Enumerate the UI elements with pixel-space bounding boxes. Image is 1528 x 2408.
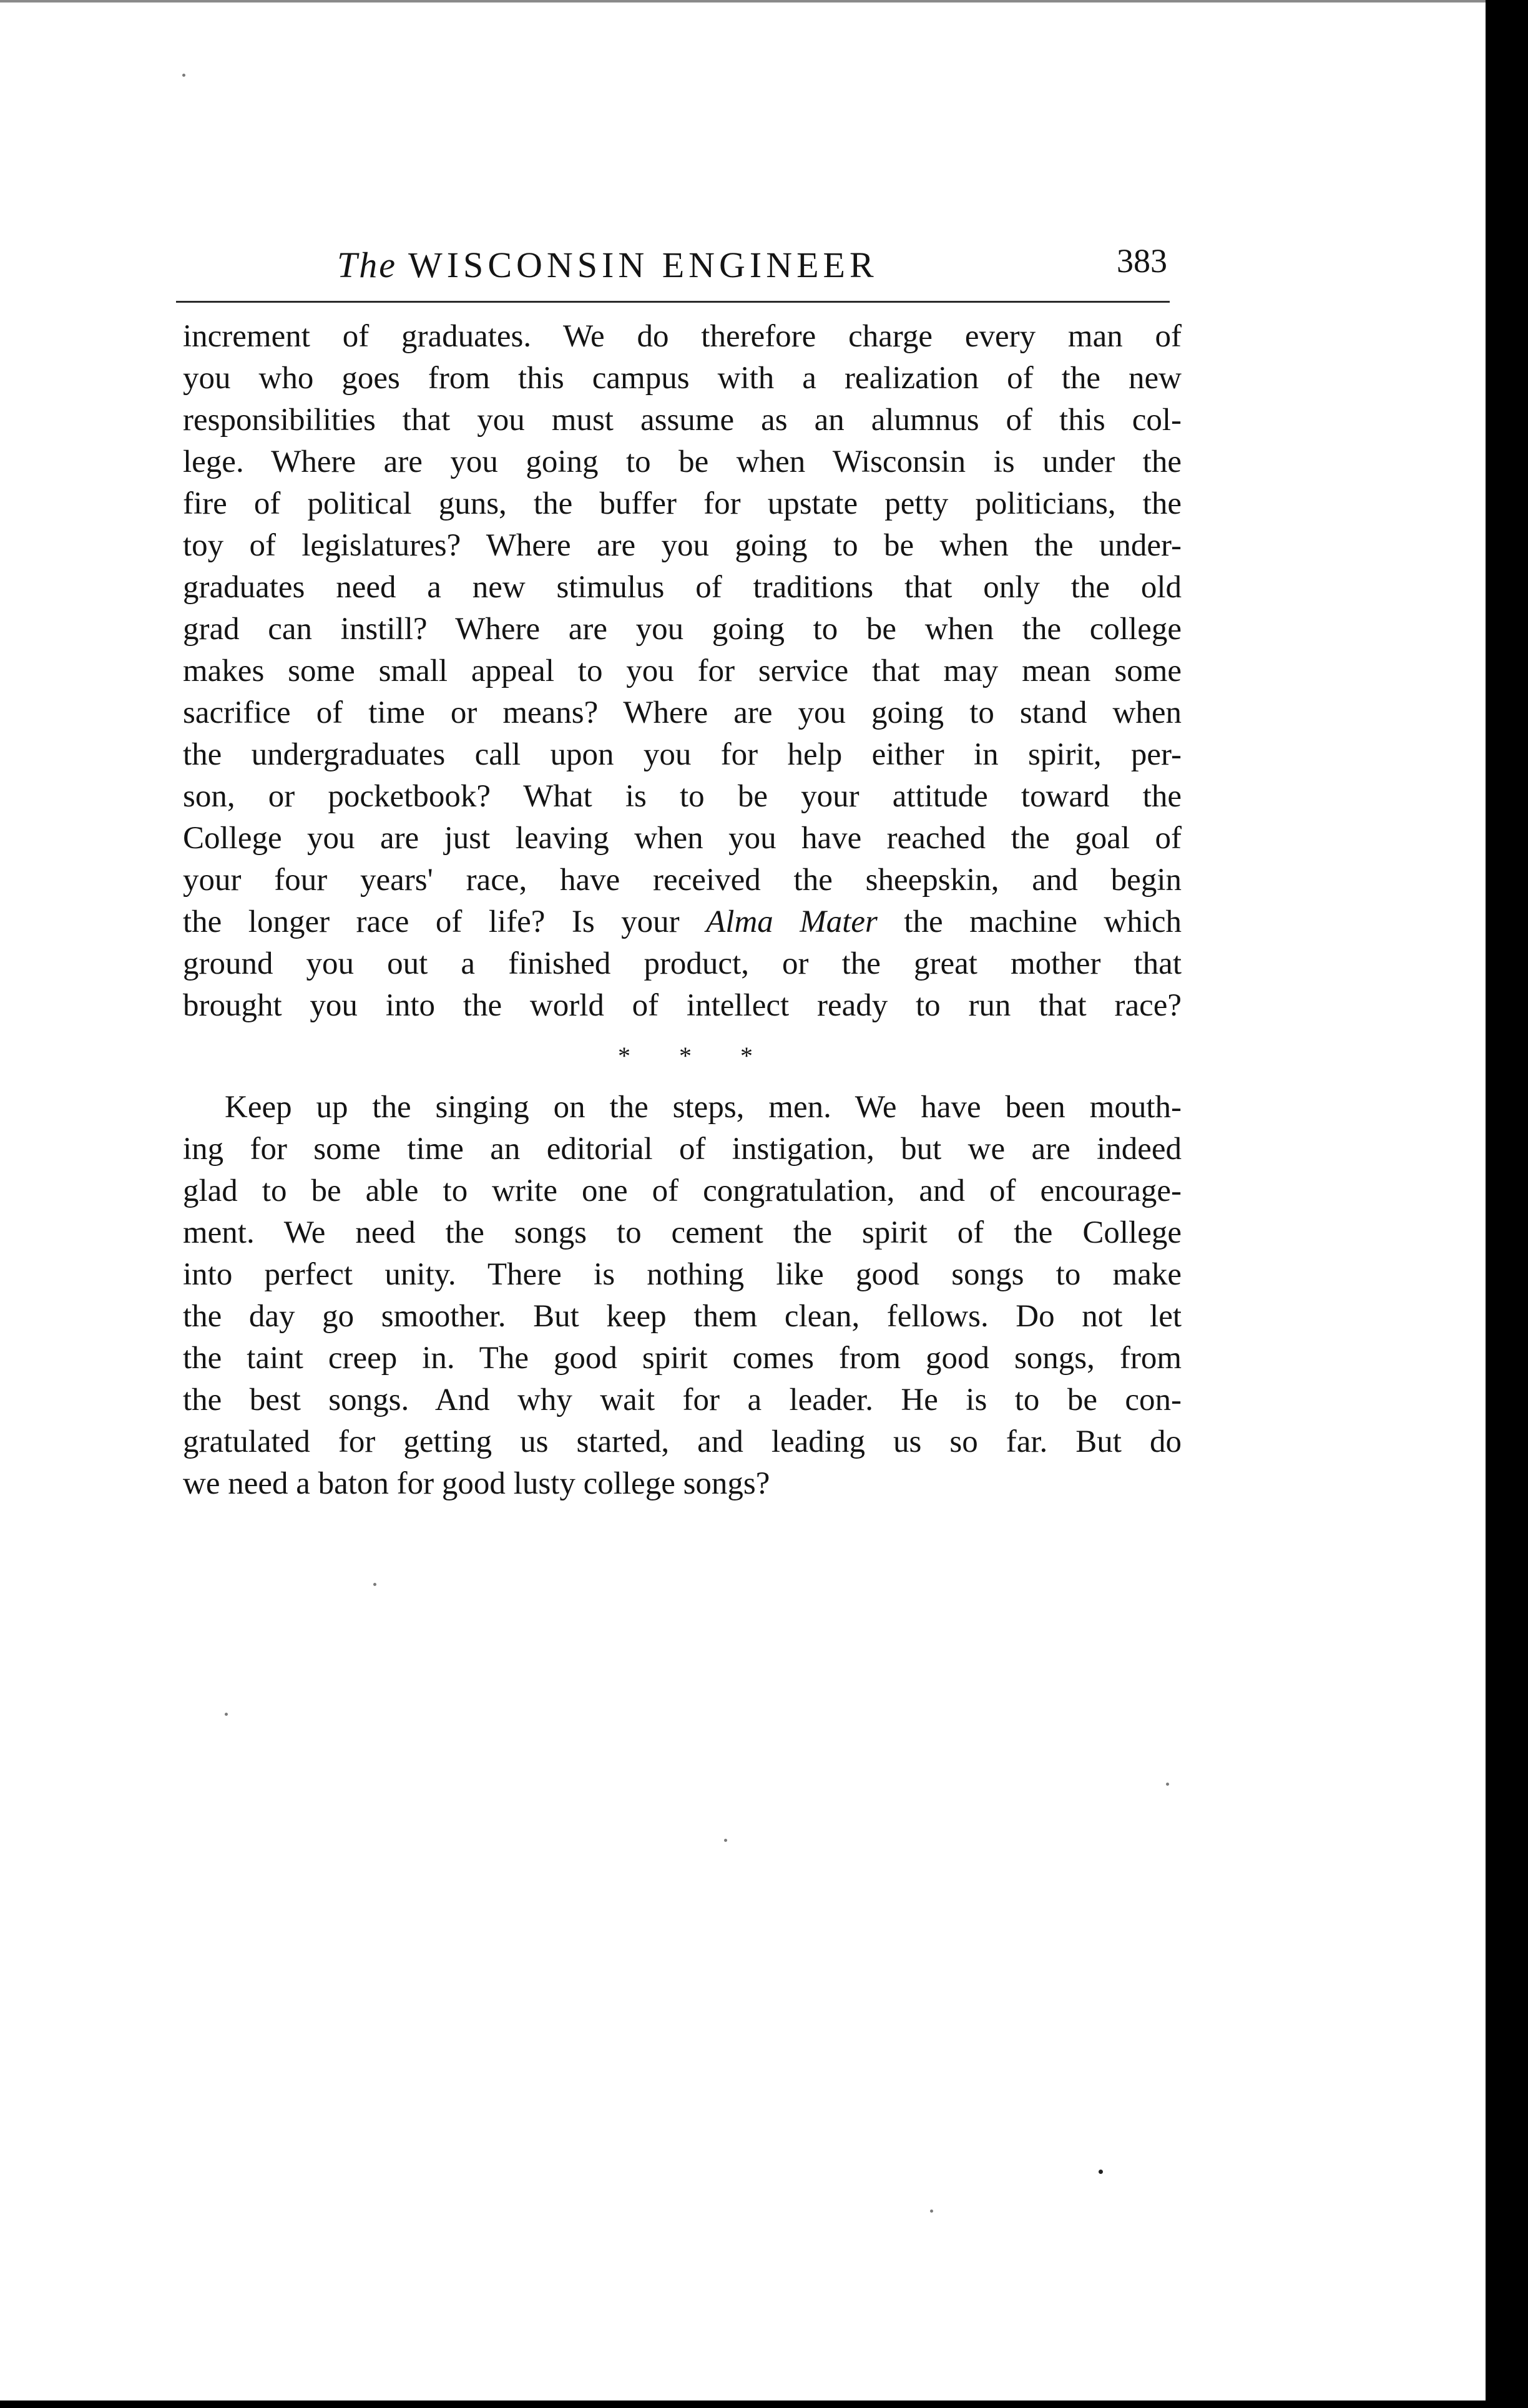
scan-speck xyxy=(225,1713,228,1716)
text-line: ing for some time an editorial of instigation, but we are indeed xyxy=(183,1132,1182,1167)
scan-speck xyxy=(182,74,185,77)
text-line xyxy=(183,901,1182,943)
text-line: Keep up the singing on the steps, men. We have been mouth- xyxy=(225,1090,1182,1125)
scan-speck xyxy=(1166,1783,1169,1786)
text-line: sacrifice of time or means? Where are you going to stand when xyxy=(183,695,1182,730)
text-line: gratulated for getting us started, and leading us so far. But do xyxy=(183,1424,1182,1459)
scan-speck xyxy=(1099,2170,1103,2174)
running-title xyxy=(337,244,878,286)
header-rule xyxy=(176,301,1170,303)
text-line: son, or pocketbook? What is to be your attitude toward the xyxy=(183,779,1182,814)
text-line: we need a baton for good lusty college songs? xyxy=(183,1466,770,1501)
text-line: responsibilities that you must assume as an alumnus of this col- xyxy=(183,403,1182,438)
text-line: the day go smoother. But keep them clean, fellows. Do not let xyxy=(183,1299,1182,1334)
text-line: College you are just leaving when you have reached the goal of xyxy=(183,821,1182,856)
text-line: makes some small appeal to you for service that may mean some xyxy=(183,653,1182,688)
text-line: increment of graduates. We do therefore charge every man of xyxy=(183,319,1182,354)
text-line: ment. We need the songs to cement the spirit of the College xyxy=(183,1215,1182,1250)
text-line: the undergraduates call upon you for help either in spirit, per- xyxy=(183,737,1182,772)
text-line: into perfect unity. There is nothing like good songs to make xyxy=(183,1257,1182,1292)
journal-title: WISCONSIN ENGINEER xyxy=(408,245,878,285)
text-line: brought you into the world of intellect ready to run that race? xyxy=(183,988,1182,1023)
text-line: lege. Where are you going to be when Wisconsin is under the xyxy=(183,444,1182,479)
text-line: you who goes from this campus with a realization of the new xyxy=(183,361,1182,396)
scan-speck xyxy=(930,2210,933,2213)
text-line: toy of legislatures? Where are you going to be when the under- xyxy=(183,528,1182,563)
text-line: fire of political guns, the buffer for upstate petty politicians, the xyxy=(183,486,1182,521)
scan-speck xyxy=(724,1839,727,1842)
section-separator: * * * xyxy=(618,1042,774,1070)
running-header xyxy=(181,240,1186,290)
text-line: the taint creep in. The good spirit comes from good songs, from xyxy=(183,1341,1182,1376)
page-number: 383 xyxy=(1117,242,1167,280)
text-line: your four years' race, have received the sheepskin, and begin xyxy=(183,863,1182,898)
alma-mater-italic: Alma Mater xyxy=(706,904,878,939)
scan-bottom-edge xyxy=(0,2401,1528,2408)
scan-right-edge xyxy=(1486,0,1528,2408)
text-line: grad can instill? Where are you going to be when the college xyxy=(183,612,1182,647)
running-title-article: The xyxy=(337,245,397,285)
scan-top-edge xyxy=(0,0,1528,2)
text-line: glad to be able to write one of congratulation, and of encourage- xyxy=(183,1173,1182,1208)
scan-speck xyxy=(373,1583,376,1586)
text-line-end: the machine which xyxy=(904,904,1182,939)
text-line: the best songs. And why wait for a leader. He is to be con- xyxy=(183,1383,1182,1417)
text-line: ground you out a finished product, or the great mother that xyxy=(183,946,1182,981)
text-line-start: the longer race of life? Is your xyxy=(183,904,680,939)
text-line: graduates need a new stimulus of traditions that only the old xyxy=(183,570,1182,605)
